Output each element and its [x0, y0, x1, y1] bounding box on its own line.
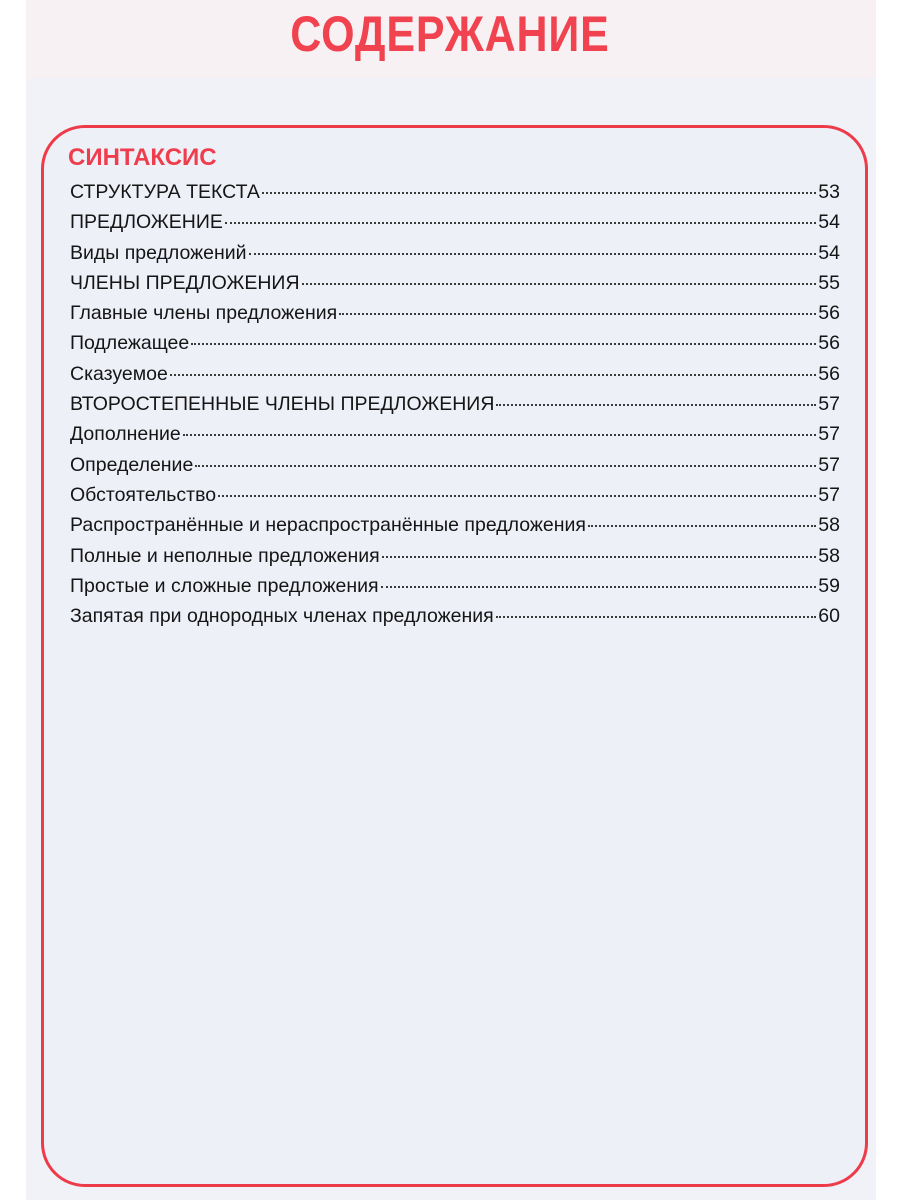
toc-entry-title: Простые и сложные предложения — [70, 574, 379, 597]
toc-entry-title: Определение — [70, 453, 194, 476]
dot-leader — [218, 495, 816, 497]
page-margin-right — [876, 0, 900, 1200]
dot-leader — [183, 434, 817, 436]
toc-entry-page: 53 — [818, 181, 840, 203]
toc-entry-page: 57 — [818, 483, 840, 506]
dot-leader — [302, 283, 817, 285]
dot-leader — [249, 253, 817, 255]
toc-entry[interactable] — [70, 363, 840, 393]
toc-entry[interactable] — [70, 211, 840, 241]
dot-leader — [382, 556, 817, 558]
toc-entry-page: 54 — [818, 241, 840, 264]
toc-entry-page: 54 — [818, 211, 840, 234]
toc-entry-title: Дополнение — [70, 423, 181, 446]
dot-leader — [262, 192, 816, 194]
toc-entry-page: 59 — [818, 574, 840, 597]
toc-entry-title: Сказуемое — [70, 362, 168, 385]
toc-entry[interactable] — [70, 332, 840, 362]
toc-entry-title: Обстоятельство — [70, 483, 217, 506]
toc-entry-title: ВТОРОСТЕПЕННЫЕ ЧЛЕНЫ ПРЕДЛОЖЕНИЯ — [70, 393, 495, 416]
toc-entry-page: 57 — [818, 453, 840, 476]
toc-entry-title: Распространённые и нераспространённые предложения — [70, 514, 586, 537]
dot-leader — [195, 465, 816, 467]
toc-entry[interactable] — [70, 393, 840, 423]
toc-entry-title: Виды предложений — [70, 241, 247, 264]
section-heading: СИНТАКСИС — [68, 144, 217, 171]
toc-entry[interactable] — [70, 605, 840, 635]
toc-entry[interactable] — [70, 423, 840, 453]
dot-leader — [191, 343, 816, 345]
dot-leader — [225, 222, 816, 224]
toc-entry-page: 55 — [818, 271, 840, 294]
toc-entry-title: СТРУКТУРА ТЕКСТА — [70, 181, 260, 203]
toc-entry-title: Запятая при однородных членах предложения — [70, 605, 494, 628]
toc-entry[interactable] — [70, 484, 840, 514]
toc-entry-title: Подлежащее — [70, 332, 190, 355]
toc-entry[interactable] — [70, 272, 840, 302]
page-title: СОДЕРЖАНИЕ — [290, 6, 610, 62]
toc-entry[interactable] — [70, 242, 840, 272]
toc-entry-page: 60 — [818, 605, 840, 628]
toc-entry[interactable] — [70, 514, 840, 544]
toc-entry-page: 56 — [818, 302, 840, 325]
toc-entry[interactable] — [70, 181, 840, 211]
toc-entry-page: 58 — [818, 544, 840, 567]
toc-entry-title: ЧЛЕНЫ ПРЕДЛОЖЕНИЯ — [70, 271, 300, 294]
toc-entry[interactable] — [70, 302, 840, 332]
toc-entry-page: 57 — [818, 423, 840, 446]
toc-entry-title: ПРЕДЛОЖЕНИЕ — [70, 211, 223, 234]
toc-entry-title: Полные и неполные предложения — [70, 544, 380, 567]
toc-entry[interactable] — [70, 545, 840, 575]
toc-entry-title: Главные члены предложения — [70, 302, 338, 325]
toc-entry-page: 57 — [818, 393, 840, 416]
toc-entry-page: 56 — [818, 362, 840, 385]
dot-leader — [339, 313, 816, 315]
dot-leader — [170, 374, 816, 376]
toc-entry-page: 58 — [818, 514, 840, 537]
toc-list — [70, 181, 840, 635]
toc-entry-page: 56 — [818, 332, 840, 355]
dot-leader — [496, 404, 816, 406]
toc-entry[interactable] — [70, 575, 840, 605]
dot-leader — [496, 616, 817, 618]
dot-leader — [381, 586, 817, 588]
page-margin-left — [0, 0, 26, 1200]
dot-leader — [588, 525, 816, 527]
toc-entry[interactable] — [70, 454, 840, 484]
